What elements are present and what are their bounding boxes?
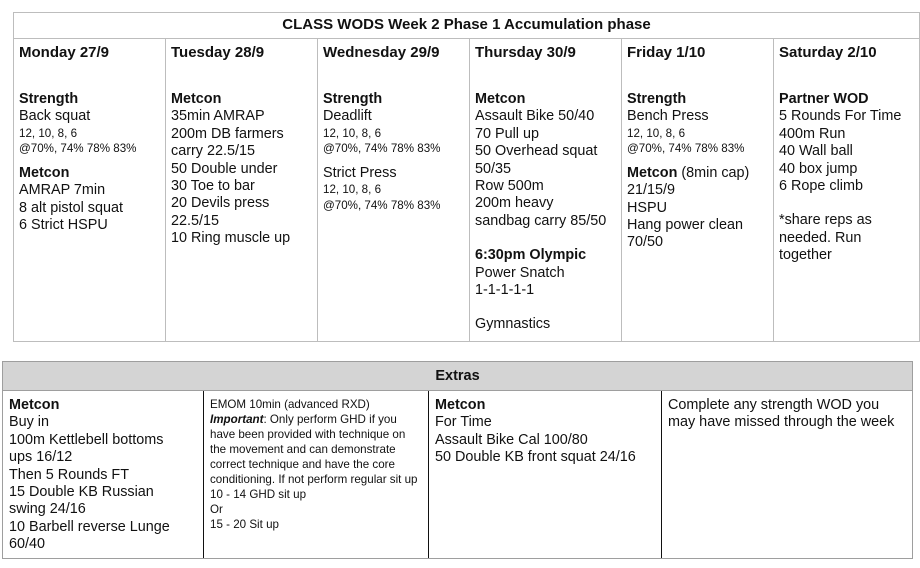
percent-line: @70%, 74% 78% 83% (323, 142, 441, 156)
strength-block (323, 91, 463, 157)
exercise-line: 20 Devils press (171, 195, 270, 212)
day-thursday (470, 39, 622, 342)
exercise-line: 10 Ring muscle up (171, 230, 291, 247)
exercise-line: 8 alt pistol squat (19, 199, 123, 216)
exercise-line: 5 Rounds For Time (779, 108, 902, 125)
metcon-block (475, 91, 615, 230)
days-row (14, 39, 919, 342)
extras-title: Extras (3, 362, 912, 391)
metcon-block (627, 165, 767, 252)
extras-col-emom (204, 391, 429, 558)
reps-line: 12, 10, 8, 6 (627, 126, 686, 140)
exercise-line: Hang power clean (627, 217, 743, 234)
day-friday (622, 39, 774, 342)
exercise-line: Deadlift (323, 108, 372, 125)
block-heading: Strength (19, 91, 79, 107)
metcon-block (171, 91, 311, 248)
block-heading: Strength (323, 91, 383, 107)
note-line: together (779, 247, 832, 264)
block-heading: Strength (627, 91, 687, 107)
exercise-line: 6 Strict HSPU (19, 217, 108, 234)
exercise-line: 40 Wall ball (779, 143, 853, 160)
block-heading: 6:30pm Olympic (475, 247, 587, 264)
exercise-line: 35min AMRAP (171, 108, 265, 125)
block-heading: Metcon (435, 397, 486, 413)
exercise-line: 400m Run (779, 125, 846, 142)
note-line: needed. Run (779, 229, 862, 246)
extras-row (3, 391, 912, 558)
reps-line: 12, 10, 8, 6 (323, 183, 382, 197)
day-header: Thursday 30/9 (475, 44, 576, 61)
day-header: Wednesday 29/9 (323, 44, 440, 61)
important-text: : Only perform GHD if you have been provided with technique on the movement and can demonstrate correct technique and have the core conditioning. If not perform regular sit up (210, 413, 418, 486)
percent-line: @70%, 74% 78% 83% (627, 142, 745, 156)
extras-col-metcon-for-time (429, 391, 662, 558)
exercise-line: swing 24/16 (9, 501, 86, 518)
exercise-line: Then 5 Rounds FT (9, 466, 129, 483)
day-header: Tuesday 28/9 (171, 44, 265, 61)
extras-col-makeup (662, 391, 912, 558)
exercise-line: 10 Barbell reverse Lunge (9, 518, 170, 535)
exercise-line: Back squat (19, 108, 91, 125)
exercise-line: 70/50 (627, 234, 664, 251)
exercise-line: Strict Press (323, 164, 397, 181)
important-note (210, 412, 422, 487)
wods-title: CLASS WODS Week 2 Phase 1 Accumulation phase (14, 13, 919, 39)
exercise-line: 30 Toe to bar (171, 178, 255, 195)
exercise-line: Row 500m (475, 178, 544, 195)
exercise-line: 100m Kettlebell bottoms (9, 431, 164, 448)
olympic-block (475, 247, 615, 299)
exercise-line: 1-1-1-1-1 (475, 282, 535, 299)
reps-line: 12, 10, 8, 6 (323, 126, 382, 140)
emom-line: EMOM 10min (advanced RXD) (210, 398, 370, 411)
exercise-line: 50 Double KB front squat 24/16 (435, 449, 636, 466)
exercise-line: HSPU (627, 199, 667, 216)
time-cap: (8min cap) (681, 164, 750, 181)
day-header: Friday 1/10 (627, 44, 706, 61)
day-wednesday (318, 39, 470, 342)
extras-table (2, 361, 913, 559)
exercise-line: 70 Pull up (475, 125, 540, 142)
press-block (323, 165, 463, 213)
exercise-line: 50 Double under (171, 160, 278, 177)
or-line: Or (210, 503, 223, 516)
exercise-line: Assault Bike Cal 100/80 (435, 431, 588, 448)
exercise-line: 40 box jump (779, 160, 858, 177)
exercise-line: carry 22.5/15 (171, 143, 255, 160)
exercise-line: sandbag carry 85/50 (475, 212, 607, 229)
extras-col-metcon-buy-in (3, 391, 204, 558)
block-heading: Metcon (171, 91, 222, 107)
block-heading: Metcon (475, 91, 526, 107)
exercise-line: Bench Press (627, 108, 709, 125)
important-label: Important (210, 413, 264, 426)
makeup-text: Complete any strength WOD you may have missed through the week (668, 397, 895, 431)
percent-line: @70%, 74% 78% 83% (19, 142, 137, 156)
day-tuesday (166, 39, 318, 342)
day-monday (14, 39, 166, 342)
exercise-line: 50 Overhead squat (475, 143, 598, 160)
gymnastics-line: Gymnastics (475, 316, 551, 333)
exercise-line: For Time (435, 414, 492, 431)
exercise-line: Buy in (9, 414, 49, 431)
exercise-line: 50/35 (475, 160, 512, 177)
strength-block (19, 91, 159, 157)
exercise-line: AMRAP 7min (19, 182, 106, 199)
exercise-line: 60/40 (9, 536, 46, 553)
option-line: 10 - 14 GHD sit up (210, 488, 307, 501)
block-heading: Metcon (627, 164, 678, 181)
day-header: Saturday 2/10 (779, 44, 877, 61)
partner-wod-block (779, 91, 913, 195)
exercise-line: 200m heavy (475, 195, 554, 212)
block-heading: Metcon (19, 164, 70, 181)
exercise-line: 15 Double KB Russian (9, 484, 154, 501)
day-header: Monday 27/9 (19, 44, 110, 61)
exercise-line: 22.5/15 (171, 212, 220, 229)
exercise-line: ups 16/12 (9, 449, 73, 466)
note-line: *share reps as (779, 212, 872, 229)
partner-note (779, 212, 913, 264)
percent-line: @70%, 74% 78% 83% (323, 198, 441, 212)
metcon-heading (627, 165, 767, 182)
exercise-line: 6 Rope climb (779, 178, 863, 195)
exercise-line: Power Snatch (475, 264, 565, 281)
option-line: 15 - 20 Sit up (210, 518, 279, 531)
exercise-line: 200m DB farmers (171, 125, 284, 142)
strength-block (627, 91, 767, 157)
block-heading: Partner WOD (779, 91, 869, 107)
class-wods-table (13, 12, 920, 342)
block-heading: Metcon (9, 397, 60, 413)
exercise-line: 21/15/9 (627, 182, 676, 199)
day-saturday (774, 39, 919, 342)
reps-line: 12, 10, 8, 6 (19, 126, 78, 140)
exercise-line: Assault Bike 50/40 (475, 108, 595, 125)
metcon-block (19, 165, 159, 235)
